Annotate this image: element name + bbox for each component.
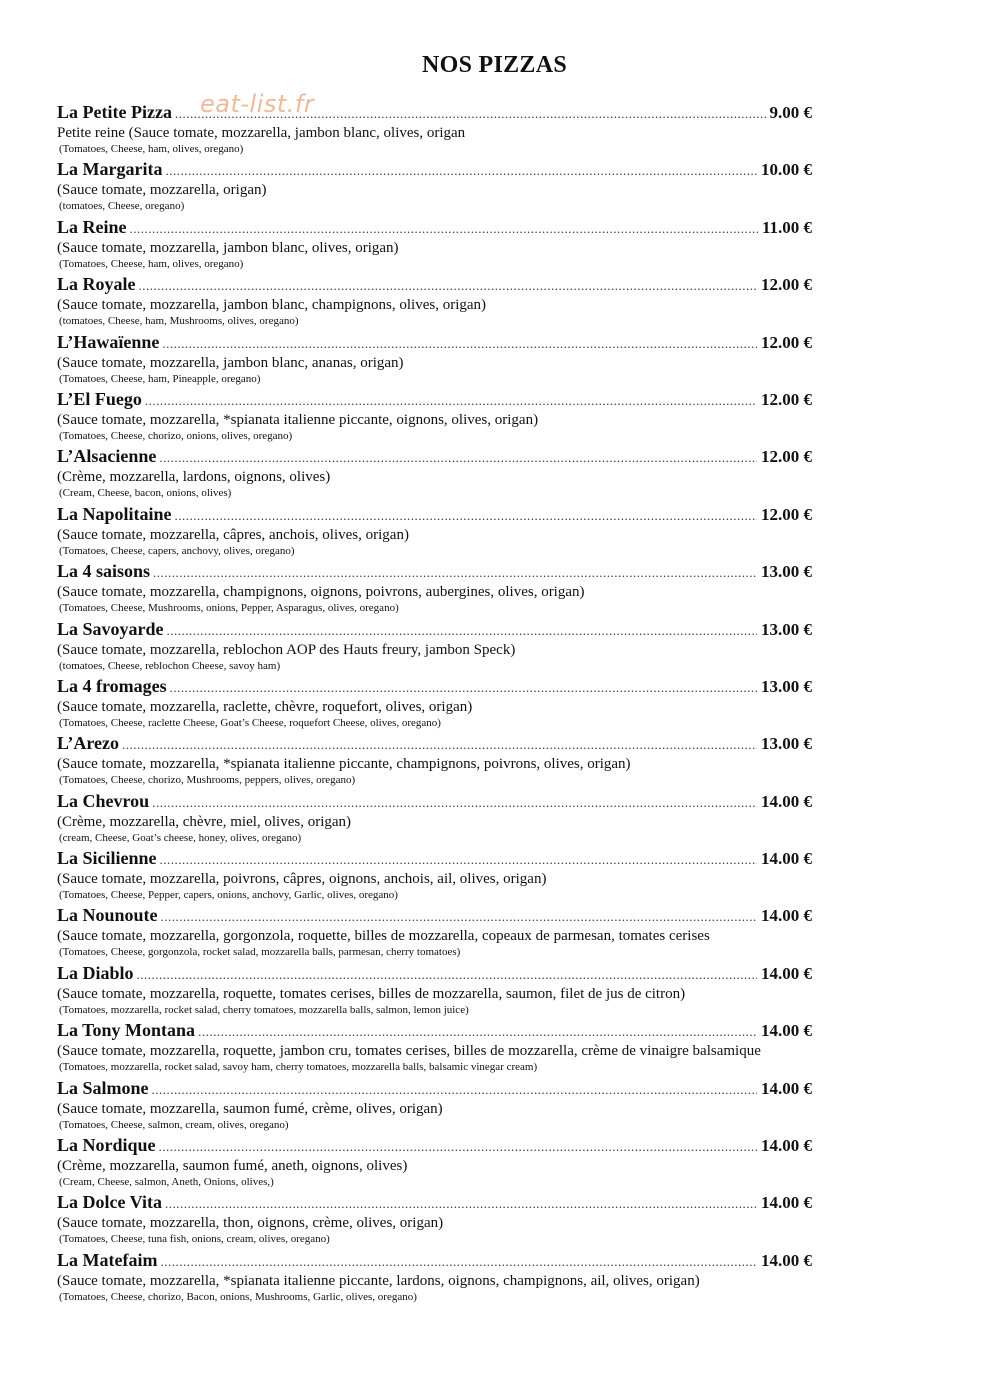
pizza-name-row <box>57 1078 812 1100</box>
pizza-description-fr: (Sauce tomate, mozzarella, saumon fumé, crème, olives, origan) <box>57 1100 443 1117</box>
pizza-name: La Margarita <box>57 159 163 180</box>
pizza-description-fr: (Sauce tomate, mozzarella, câpres, anchois, olives, origan) <box>57 526 409 543</box>
pizza-name-row <box>57 102 812 124</box>
dot-leader <box>162 336 757 352</box>
dot-leader <box>152 795 757 811</box>
pizza-item <box>57 733 937 790</box>
dot-leader <box>139 278 758 294</box>
pizza-description-fr: (Sauce tomate, mozzarella, jambon blanc, champignons, olives, origan) <box>57 297 487 314</box>
pizza-name-row <box>57 561 812 583</box>
pizza-item <box>57 676 937 733</box>
pizza-description-fr: (Sauce tomate, mozzarella, raclette, chèvre, roquefort, olives, origan) <box>57 698 473 715</box>
pizza-item <box>57 1078 937 1135</box>
pizza-name: La Salmone <box>57 1077 149 1098</box>
pizza-name: L’Arezo <box>57 733 119 754</box>
pizza-price: 12.00 € <box>761 275 812 295</box>
pizza-price: 12.00 € <box>761 389 812 409</box>
pizza-description-fr: (Sauce tomate, mozzarella, thon, oignons, crème, olives, origan) <box>57 1215 444 1232</box>
pizza-description-en: (Tomatoes, Cheese, capers, anchovy, olives, oregano) <box>59 544 295 557</box>
pizza-item <box>57 1020 937 1077</box>
pizza-description-en: (Tomatoes, Cheese, raclette Cheese, Goat’s Cheese, roquefort Cheese, olives, oregano) <box>59 716 441 729</box>
dot-leader <box>175 508 757 524</box>
pizza-description-fr: (Sauce tomate, mozzarella, poivrons, câpres, oignons, anchois, ail, olives, origan) <box>57 871 547 888</box>
pizza-name: La Matefaim <box>57 1249 158 1270</box>
pizza-price: 9.00 € <box>769 103 812 122</box>
pizza-price: 13.00 € <box>761 562 812 582</box>
dot-leader <box>130 221 758 237</box>
pizza-description-en: (Tomatoes, Cheese, chorizo, onions, olives, oregano) <box>59 429 293 442</box>
pizza-name-row <box>57 1250 812 1272</box>
pizza-name: La Tony Montana <box>57 1020 196 1041</box>
pizza-description-fr: (Crème, mozzarella, chèvre, miel, olives, origan) <box>57 813 352 830</box>
page-title: NOS PIZZAS <box>421 52 568 78</box>
pizza-item <box>57 1192 937 1249</box>
pizza-description-en: (Tomatoes, Cheese, tuna fish, onions, cream, olives, oregano) <box>59 1233 330 1246</box>
pizza-name: La 4 saisons <box>57 561 151 582</box>
pizza-description-en: (Tomatoes, Cheese, ham, olives, oregano) <box>59 143 244 155</box>
pizza-name-row <box>57 963 812 985</box>
dot-leader <box>160 1254 757 1270</box>
pizza-item <box>57 504 937 561</box>
pizza-item <box>57 905 937 962</box>
pizza-item <box>57 159 937 216</box>
watermark-logo: eat-list.fr <box>200 90 315 118</box>
pizza-item <box>57 619 937 676</box>
pizza-description-en: (tomatoes, Cheese, oregano) <box>59 200 185 213</box>
pizza-name-row <box>57 274 812 296</box>
pizza-description-en: (tomatoes, Cheese, ham, Mushrooms, olives, oregano) <box>59 315 299 328</box>
dot-leader <box>137 967 757 983</box>
pizza-description-en: (Tomatoes, Cheese, gorgonzola, rocket salad, mozzarella balls, parmesan, cherry tomatoes) <box>59 946 461 959</box>
pizza-name-row <box>57 848 812 870</box>
pizza-name: La Chevrou <box>57 790 150 811</box>
pizza-name-row <box>57 504 812 526</box>
pizza-description-en: (Tomatoes, Cheese, Mushrooms, onions, Pepper, Asparagus, olives, oregano) <box>59 602 399 615</box>
pizza-price: 12.00 € <box>761 332 812 352</box>
pizza-description-en: (Tomatoes, Cheese, salmon, cream, olives, oregano) <box>59 1118 289 1131</box>
dot-leader <box>175 106 766 122</box>
pizza-price: 10.00 € <box>761 160 812 180</box>
pizza-item <box>57 561 937 618</box>
pizza-name-row <box>57 1192 812 1214</box>
pizza-name-row <box>57 446 812 468</box>
pizza-description-fr: (Sauce tomate, mozzarella, roquette, jambon cru, tomates cerises, billes de mozzarella, crème de vinaigre balsamique <box>57 1043 761 1060</box>
pizza-name-row <box>57 676 812 698</box>
pizza-description-fr: (Sauce tomate, mozzarella, jambon blanc, ananas, origan) <box>57 354 404 371</box>
pizza-price: 13.00 € <box>761 734 812 754</box>
pizza-description-en: (tomatoes, Cheese, reblochon Cheese, savoy ham) <box>59 659 281 672</box>
dot-leader <box>159 1139 757 1155</box>
pizza-description-en: (cream, Cheese, Goat’s cheese, honey, olives, oregano) <box>59 831 302 844</box>
pizza-description-fr: (Sauce tomate, mozzarella, *spianata italienne piccante, lardons, oignons, champignons, ail, olives, origan) <box>57 1272 700 1289</box>
dot-leader <box>170 680 757 696</box>
pizza-name: La Nounoute <box>57 905 158 926</box>
pizza-name: La Reine <box>57 216 127 237</box>
pizza-name: L’Hawaïenne <box>57 331 160 352</box>
pizza-price: 14.00 € <box>761 849 812 869</box>
dot-leader <box>198 1024 757 1040</box>
pizza-price: 14.00 € <box>761 1136 812 1156</box>
pizza-item <box>57 1135 937 1192</box>
pizza-price: 14.00 € <box>761 1021 812 1041</box>
pizza-price: 14.00 € <box>761 1250 812 1270</box>
pizza-description-fr: (Sauce tomate, mozzarella, gorgonzola, roquette, billes de mozzarella, copeaux de parmesan, tomates cerises <box>57 928 710 945</box>
pizza-item <box>57 1250 937 1307</box>
pizza-price: 11.00 € <box>761 217 812 237</box>
pizza-name-row <box>57 905 812 927</box>
pizza-name-row <box>57 332 812 354</box>
dot-leader <box>165 163 757 179</box>
pizza-name-row <box>57 791 812 813</box>
pizza-item <box>57 963 937 1020</box>
pizza-name: La Dolce Vita <box>57 1192 162 1213</box>
pizza-description-en: (Tomatoes, Cheese, chorizo, Mushrooms, peppers, olives, oregano) <box>59 774 356 787</box>
pizza-description-en: (Cream, Cheese, bacon, onions, olives) <box>59 487 232 500</box>
pizza-name-row <box>57 217 812 239</box>
pizza-price: 14.00 € <box>761 1193 812 1213</box>
pizza-description-fr: (Crème, mozzarella, saumon fumé, aneth, oignons, olives) <box>57 1158 408 1175</box>
pizza-item <box>57 791 937 848</box>
pizza-name-row <box>57 733 812 755</box>
pizza-item <box>57 446 937 503</box>
pizza-description-en: (Tomatoes, Cheese, Pepper, capers, onions, anchovy, Garlic, olives, oregano) <box>59 889 398 902</box>
pizza-name: La Petite Pizza <box>57 102 172 122</box>
pizza-list <box>57 102 937 1307</box>
pizza-price: 14.00 € <box>761 906 812 926</box>
pizza-name-row <box>57 1020 812 1042</box>
pizza-price: 13.00 € <box>761 619 812 639</box>
pizza-item <box>57 217 937 274</box>
pizza-price: 12.00 € <box>761 447 812 467</box>
dot-leader <box>161 909 757 925</box>
pizza-price: 13.00 € <box>761 676 812 696</box>
pizza-price: 12.00 € <box>761 504 812 524</box>
dot-leader <box>122 737 757 753</box>
pizza-description-fr: (Sauce tomate, mozzarella, champignons, oignons, poivrons, aubergines, olives, origan) <box>57 584 585 601</box>
pizza-description-en: (Tomatoes, mozzarella, rocket salad, savoy ham, cherry tomatoes, mozzarella balls, balsamic vinegar cream) <box>59 1061 538 1074</box>
pizza-description-fr: (Sauce tomate, mozzarella, jambon blanc, olives, origan) <box>57 239 399 256</box>
dot-leader <box>167 623 757 639</box>
pizza-description-fr: (Sauce tomate, mozzarella, *spianata italienne piccante, champignons, poivrons, olives, origan) <box>57 756 631 773</box>
pizza-description-en: (Tomatoes, Cheese, ham, olives, oregano) <box>59 257 244 270</box>
pizza-name-row <box>57 619 812 641</box>
pizza-name-row <box>57 159 812 181</box>
dot-leader <box>152 1082 757 1098</box>
dot-leader <box>165 1196 757 1212</box>
pizza-description-en: (Tomatoes, Cheese, ham, Pineapple, oregano) <box>59 372 261 385</box>
pizza-name: La Nordique <box>57 1135 156 1156</box>
pizza-description-fr: (Sauce tomate, mozzarella, origan) <box>57 182 267 199</box>
pizza-price: 14.00 € <box>761 1078 812 1098</box>
pizza-item <box>57 389 937 446</box>
dot-leader <box>153 565 757 581</box>
dot-leader <box>160 852 757 868</box>
dot-leader <box>145 393 757 409</box>
pizza-description-fr: (Sauce tomate, mozzarella, roquette, tomates cerises, billes de mozzarella, saumon, filet de jus de citron) <box>57 985 686 1002</box>
pizza-description-en: (Cream, Cheese, salmon, Aneth, Onions, olives,) <box>59 1176 274 1189</box>
pizza-name-row <box>57 389 812 411</box>
pizza-name: L’Alsacienne <box>57 446 157 467</box>
pizza-name: La Savoyarde <box>57 618 164 639</box>
pizza-name-row <box>57 1135 812 1157</box>
pizza-item <box>57 332 937 389</box>
pizza-description-fr: (Crème, mozzarella, lardons, oignons, olives) <box>57 469 331 486</box>
pizza-description-fr: (Sauce tomate, mozzarella, *spianata italienne piccante, oignons, olives, origan) <box>57 411 539 428</box>
pizza-name: La Royale <box>57 274 136 295</box>
pizza-name: La 4 fromages <box>57 675 167 696</box>
dot-leader <box>159 450 757 466</box>
pizza-price: 14.00 € <box>761 963 812 983</box>
pizza-item <box>57 274 937 331</box>
pizza-description-fr: (Sauce tomate, mozzarella, reblochon AOP des Hauts freury, jambon Speck) <box>57 641 516 658</box>
pizza-description-en: (Tomatoes, Cheese, chorizo, Bacon, onions, Mushrooms, Garlic, olives, oregano) <box>59 1290 417 1303</box>
pizza-name: La Diablo <box>57 962 134 983</box>
pizza-description-fr: Petite reine (Sauce tomate, mozzarella, jambon blanc, olives, origan <box>57 125 466 141</box>
pizza-name: La Napolitaine <box>57 503 172 524</box>
pizza-item <box>57 102 937 159</box>
pizza-name: La Sicilienne <box>57 848 157 869</box>
pizza-name: L’El Fuego <box>57 388 142 409</box>
pizza-description-en: (Tomatoes, mozzarella, rocket salad, cherry tomatoes, mozzarella balls, salmon, lemon juice) <box>59 1003 469 1016</box>
pizza-price: 14.00 € <box>761 791 812 811</box>
pizza-item <box>57 848 937 905</box>
